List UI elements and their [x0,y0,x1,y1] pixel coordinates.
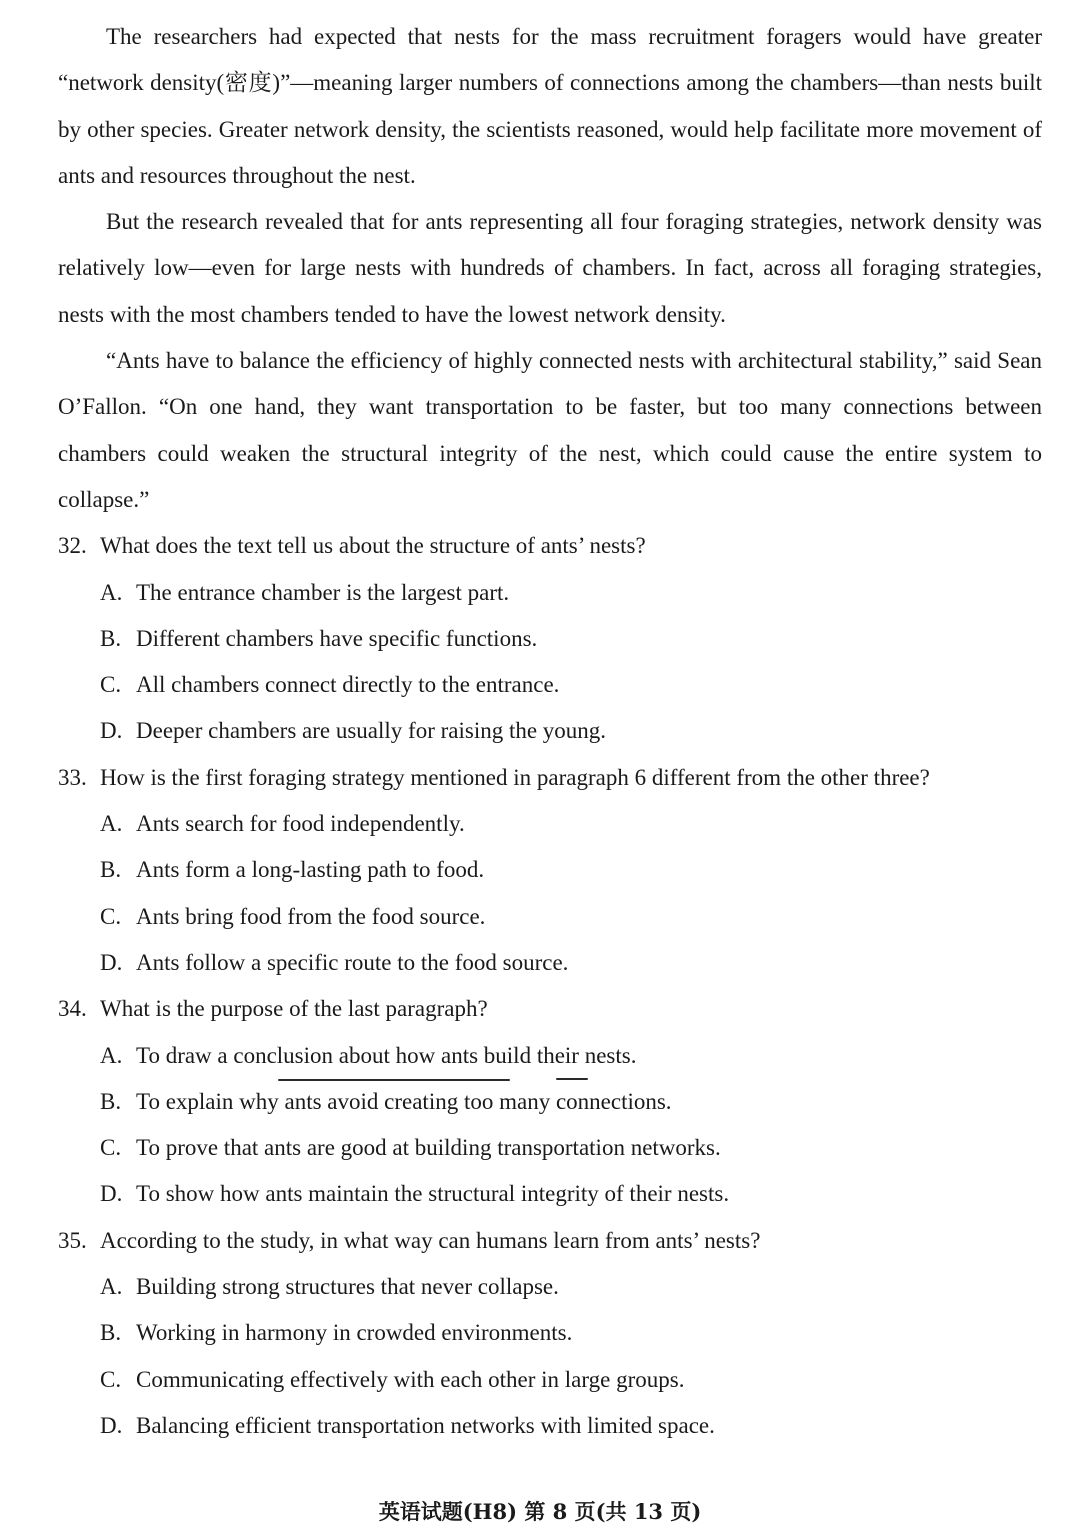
option-text: Building strong structures that never collapse. [136,1274,559,1300]
option-a [100,1264,1042,1310]
option-b [100,1310,1042,1356]
question-stem: What is the purpose of the last paragraph? [100,996,488,1022]
question-32 [58,523,1042,754]
option-d [100,940,1042,986]
option-letter: C. [100,1366,122,1392]
option-text: All chambers connect directly to the entrance. [136,672,560,698]
option-letter: B. [100,625,122,651]
option-letter: A. [100,811,123,837]
option-d [100,708,1042,754]
option-text: Communicating effectively with each other in large groups. [136,1366,685,1392]
option-b [100,616,1042,662]
question-33 [58,755,1042,986]
question-number: 34. [58,996,87,1022]
option-letter: B. [100,1088,122,1114]
passage-paragraph-3: “Ants have to balance the efficiency of highly connected nests with architectural stability,” said Sean O’Fallon. “On one hand, they want transportation to be faster, but too many connections between chambers could weaken the structural integrity of the nest, which could cause the entire system to collapse.” [58,348,1042,512]
option-c [100,1125,1042,1171]
option-text: Ants search for food independently. [136,811,465,837]
option-text: Different chambers have specific functions. [136,625,538,651]
page-footer: 英语试题(H8) 第 8 页(共 13 页) [378,1499,702,1524]
option-text: Working in harmony in crowded environments. [136,1320,573,1346]
option-text: Deeper chambers are usually for raising the young. [136,718,607,744]
option-text: To explain why ants avoid creating too many connections. [136,1088,672,1114]
option-text: Ants bring food from the food source. [136,903,486,929]
option-c [100,662,1042,708]
option-text: To prove that ants are good at building transportation networks. [136,1135,721,1161]
option-d [100,1403,1042,1449]
exam-page [58,14,1042,1449]
option-letter: D. [100,718,123,744]
option-letter: A. [100,579,123,605]
question-stem: What does the text tell us about the structure of ants’ nests? [100,533,646,559]
option-b [100,847,1042,893]
option-a [100,1033,1042,1079]
option-letter: D. [100,949,123,975]
passage-paragraph-1: The researchers had expected that nests for the mass recruitment foragers would have greater “network density(密度)”—meaning larger numbers of connections among the chambers—than nests built by other species. Greater network density, the scientists reasoned, would help facilitate more movement of ants and resources throughout the nest. [58,24,1042,188]
option-letter: C. [100,903,122,929]
question-34 [58,986,1042,1217]
option-letter: A. [100,1042,123,1068]
option-letter: B. [100,1320,122,1346]
question-stem: According to the study, in what way can humans learn from ants’ nests? [100,1227,761,1253]
passage-paragraph-2: But the research revealed that for ants representing all four foraging strategies, network density was relatively low—even for large nests with hundreds of chambers. In fact, across all foraging strategies, nests with the most chambers tended to have the lowest network density. [58,209,1042,327]
option-text: To draw a conclusion about how ants build their nests. [136,1042,637,1068]
pen-underline-mark [278,1079,510,1081]
question-number: 32. [58,533,87,559]
question-number: 33. [58,764,87,790]
option-text: The entrance chamber is the largest part. [136,579,510,605]
option-b [100,1079,1042,1125]
option-letter: B. [100,857,122,883]
option-c [100,894,1042,940]
option-letter: A. [100,1274,123,1300]
option-letter: D. [100,1181,123,1207]
option-a [100,570,1042,616]
question-number: 35. [58,1227,87,1253]
option-letter: D. [100,1412,123,1438]
option-text: Balancing efficient transportation networks with limited space. [136,1412,715,1438]
option-d [100,1171,1042,1217]
question-35 [58,1218,1042,1449]
option-letter: C. [100,672,122,698]
option-a [100,801,1042,847]
option-letter: C. [100,1135,122,1161]
pen-underline-mark [556,1078,588,1080]
option-text: Ants follow a specific route to the food source. [136,949,569,975]
option-text: Ants form a long-lasting path to food. [136,857,485,883]
option-c [100,1357,1042,1403]
option-text: To show how ants maintain the structural integrity of their nests. [136,1181,730,1207]
question-stem: How is the first foraging strategy mentioned in paragraph 6 different from the other three? [100,764,930,790]
